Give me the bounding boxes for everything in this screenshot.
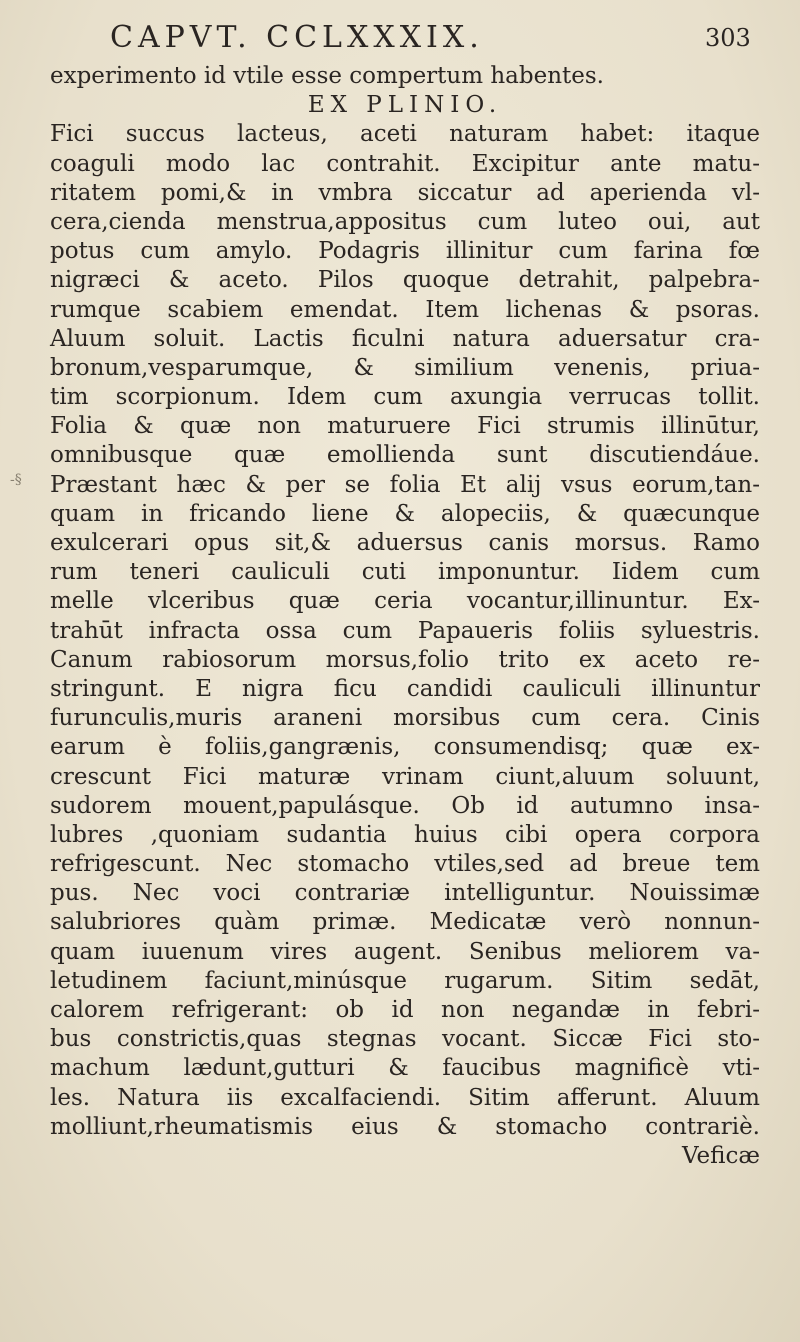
- text-line: salubriores quàm primæ. Medicatæ verò nonnun-: [50, 909, 760, 936]
- text-line: Præstant hæc & per se folia Et alij vsus eorum,tan-: [50, 471, 760, 498]
- text-line: lubres ,quoniam sudantia huius cibi opera corpora: [50, 821, 760, 848]
- text-line: sudorem mouent,papulásque. Ob id autumno insa-: [50, 792, 760, 819]
- text-line: omnibusque quæ emollienda sunt discutiendáue.: [50, 442, 760, 469]
- text-line: trahūt infracta ossa cum Papaueris foliis syluestris.: [50, 617, 760, 644]
- text-line: refrigescunt. Nec stomacho vtiles,sed ad breue tem: [50, 851, 760, 878]
- page-header: [0, 20, 800, 60]
- text-line: melle vlceribus quæ ceria vocantur,illinuntur. Ex-: [50, 588, 760, 615]
- text-line: coaguli modo lac contrahit. Excipitur ante matu-: [50, 150, 760, 177]
- text-line: Canum rabiosorum morsus,folio trito ex aceto re-: [50, 646, 760, 673]
- text-line: les. Natura iis excalfaciendi. Sitim afferunt. Aluum: [50, 1084, 760, 1111]
- text-line: bus constrictis,quas stegnas vocant. Siccæ Fici sto-: [50, 1026, 760, 1053]
- margin-mark: -§: [10, 472, 22, 488]
- text-line: Fici succus lacteus, aceti naturam habet: itaque: [50, 121, 760, 148]
- text-line: furunculis,muris araneni morsibus cum cera. Cinis: [50, 705, 760, 732]
- text-line: Aluum soluit. Lactis ficulni natura aduersatur cra-: [50, 325, 760, 352]
- text-line: rumque scabiem emendat. Item lichenas & psoras.: [50, 296, 760, 323]
- text-line: bronum,vesparumque, & similium venenis, priua-: [50, 354, 760, 381]
- text-line: earum è foliis,gangrænis, consumendisq; quæ ex-: [50, 734, 760, 761]
- page-number: 303: [705, 24, 751, 52]
- text-line: potus cum amylo. Podagris illinitur cum farina fœ: [50, 238, 760, 265]
- text-line: stringunt. E nigra ficu candidi cauliculi illinuntur: [50, 675, 760, 702]
- catchword: Veficæ: [682, 1142, 760, 1169]
- text-line: quam iuuenum vires augent. Senibus meliorem va-: [50, 938, 760, 965]
- body-text: [50, 62, 760, 1171]
- text-line: crescunt Fici maturæ vrinam ciunt,aluum soluunt,: [50, 763, 760, 790]
- text-line: ritatem pomi,& in vmbra siccatur ad aperienda vl-: [50, 179, 760, 206]
- text-line: nigræci & aceto. Pilos quoque detrahit, palpebra-: [50, 267, 760, 294]
- text-line: molliunt,rheumatismis eius & stomacho contrariè.: [50, 1113, 760, 1140]
- text-line: experimento id vtile esse compertum habentes.: [50, 63, 604, 89]
- text-line: cera,cienda menstrua,appositus cum luteo oui, aut: [50, 208, 760, 235]
- text-line: quam in fricando liene & alopeciis, & quæcunque: [50, 500, 760, 527]
- text-line: rum teneri cauliculi cuti imponuntur. Iidem cum: [50, 559, 760, 586]
- section-title: EX PLINIO.: [307, 92, 503, 119]
- text-line: machum lædunt,gutturi & faucibus magnificè vti-: [50, 1055, 760, 1082]
- text-line: exulcerari opus sit,& aduersus canis morsus. Ramo: [50, 530, 760, 556]
- text-line: pus. Nec voci contrariæ intelliguntur. Nouissimæ: [50, 880, 760, 907]
- text-line: calorem refrigerant: ob id non negandæ in febri-: [50, 997, 760, 1023]
- running-head: CAPVT. CCLXXXIX.: [110, 20, 484, 55]
- text-line: tim scorpionum. Idem cum axungia verrucas tollit.: [50, 384, 760, 411]
- text-line: Folia & quæ non maturuere Fici strumis illinūtur,: [50, 413, 760, 440]
- text-line: letudinem faciunt,minúsque rugarum. Sitim sedāt,: [50, 967, 760, 994]
